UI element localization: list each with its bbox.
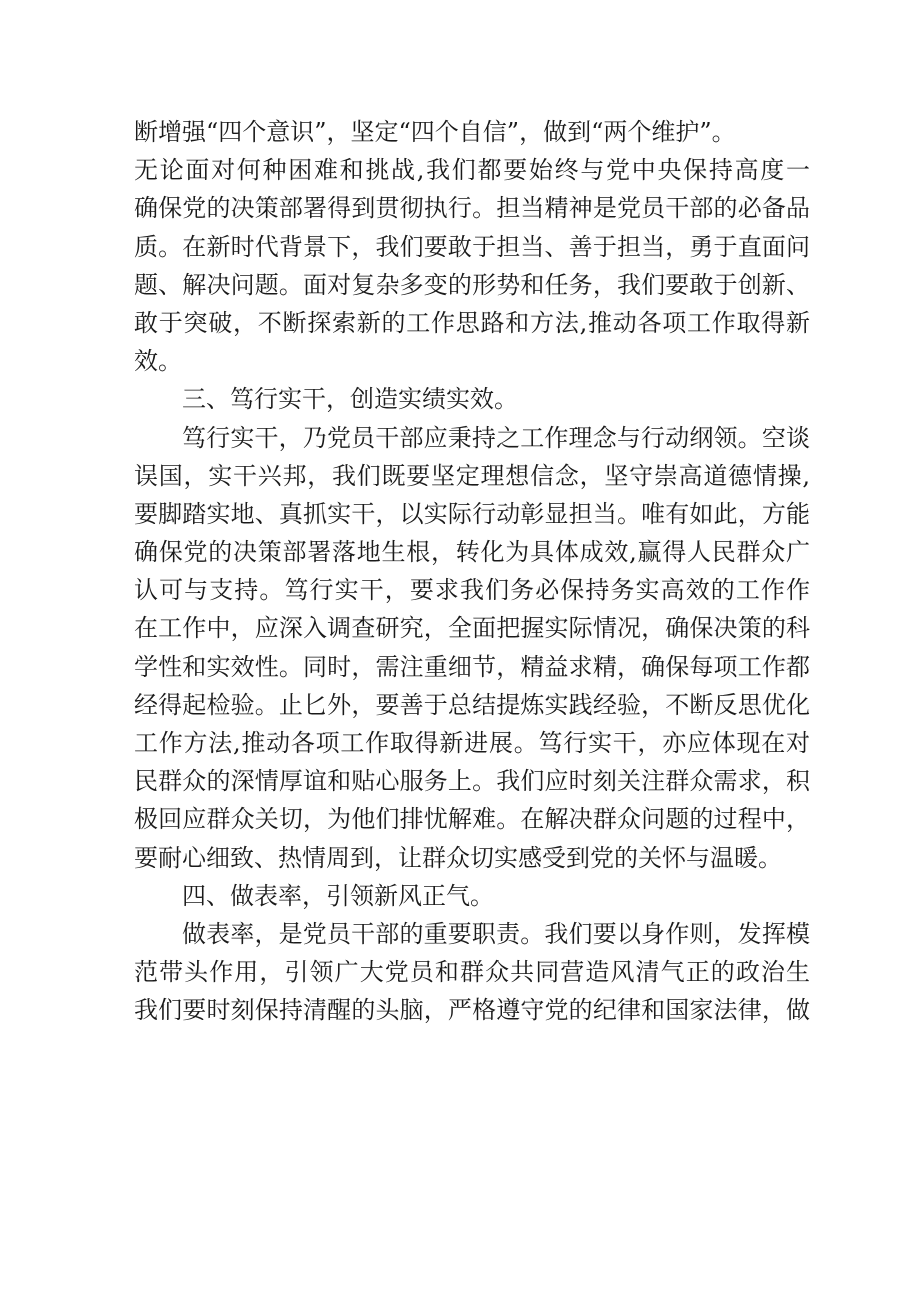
text-line: 在工作中，应深入调查研究，全面把握实际情况，确保决策的科 [134, 614, 810, 643]
document-body [134, 113, 810, 1030]
text-line: 误国，实干兴邦，我们既要坚定理想信念，坚守崇高道德情操, [134, 461, 810, 490]
text-line: 工作方法,推动各项工作取得新进展。笃行实干，亦应体现在对 [134, 729, 810, 757]
text-line: 极回应群众关切，为他们排忧解难。在解决群众问题的过程中， [134, 805, 810, 834]
text-line: 要脚踏实地、真抓实干，以实际行动彰显担当。唯有如此，方能 [134, 499, 810, 528]
text-line: 经得起检验。止匕外，要善于总结提炼实践经验，不断反思优化 [134, 690, 810, 719]
text-line: 要耐心细致、热情周到，让群众切实感受到党的关怀与温暖。 [134, 843, 782, 872]
text-line: 学性和实效性。同时，需注重细节，精益求精，确保每项工作都 [134, 652, 810, 681]
text-line: 范带头作用，引领广大党员和群众共同营造风清气正的政治生 [134, 958, 810, 987]
text-line: 四、做表率，引领新风正气。 [182, 881, 494, 910]
text-line: 断增强“四个意识”，坚定“四个自信”，做到“两个维护”。 [134, 118, 736, 146]
text-line: 笃行实干，乃党员干部应秉持之工作理念与行动纲领。空谈 [182, 423, 810, 452]
text-line: 效。 [134, 347, 182, 376]
text-line: 民群众的深情厚谊和贴心服务上。我们应时刻关注群众需求，积 [134, 767, 810, 796]
text-line: 题、解决问题。面对复杂多变的形势和任务，我们要敢于创新、 [134, 270, 810, 299]
text-line: 确保党的决策部署得到贯彻执行。担当精神是党员干部的必备品 [134, 194, 810, 223]
text-line: 确保党的决策部署落地生根，转化为具体成效,赢得人民群众广 [134, 538, 810, 567]
text-line: 认可与支持。笃行实干，要求我们务必保持务实高效的工作作 [134, 576, 810, 605]
text-line: 敢于突破，不断探索新的工作思路和方法,推动各项工作取得新 [134, 308, 810, 337]
text-line: 我们要时刻保持清醒的头脑，严格遵守党的纪律和国家法律，做 [134, 996, 810, 1025]
text-line: 做表率，是党员干部的重要职责。我们要以身作则，发挥模 [182, 919, 810, 948]
text-line: 无论面对何种困难和挑战,我们都要始终与党中央保持高度一 [134, 156, 810, 185]
text-line: 三、笃行实干，创造实绩实效。 [182, 385, 518, 414]
text-line: 质。在新时代背景下，我们要敢于担当、善于担当，勇于直面问 [134, 232, 810, 261]
